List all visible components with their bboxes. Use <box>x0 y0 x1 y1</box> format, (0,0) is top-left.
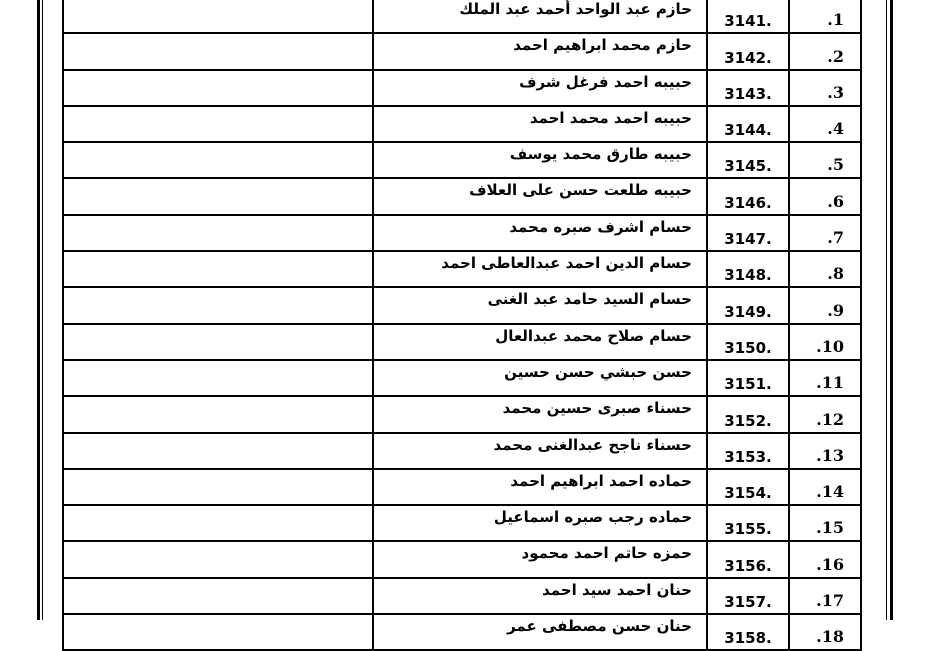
roster-body <box>63 0 861 650</box>
table-row <box>63 106 861 142</box>
row-index-cell: .4 <box>789 106 861 142</box>
table-row <box>63 614 861 650</box>
notes-cell <box>63 251 373 287</box>
student-name-cell: حنان حسن مصطفى عمر <box>373 614 707 650</box>
table-row <box>63 469 861 505</box>
seat-number-cell: 3144. <box>707 106 789 142</box>
notes-cell <box>63 541 373 577</box>
student-name-cell: حازم عبد الواحد أحمد عبد الملك <box>373 0 707 33</box>
row-index-cell: .2 <box>789 33 861 69</box>
row-index-cell: .9 <box>789 287 861 323</box>
seat-number-cell: 3151. <box>707 360 789 396</box>
student-name-cell: حبيبه احمد فرغل شرف <box>373 70 707 106</box>
table-row <box>63 287 861 323</box>
seat-number-cell: 3156. <box>707 541 789 577</box>
student-name-cell: حسام صلاح محمد عبدالعال <box>373 324 707 360</box>
seat-number-cell: 3145. <box>707 142 789 178</box>
row-index-cell: .16 <box>789 541 861 577</box>
row-index-cell: .17 <box>789 578 861 614</box>
notes-cell <box>63 33 373 69</box>
notes-cell <box>63 287 373 323</box>
student-name-cell: حسناء ناجح عبدالغنى محمد <box>373 433 707 469</box>
notes-cell <box>63 396 373 432</box>
seat-number-cell: 3157. <box>707 578 789 614</box>
notes-cell <box>63 360 373 396</box>
table-row <box>63 396 861 432</box>
table-row <box>63 360 861 396</box>
page-border-left-inner <box>42 0 43 620</box>
notes-cell <box>63 142 373 178</box>
notes-cell <box>63 0 373 33</box>
table-row <box>63 324 861 360</box>
student-name-cell: حبيبه طارق محمد يوسف <box>373 142 707 178</box>
student-name-cell: حماده رجب صبره اسماعيل <box>373 505 707 541</box>
table-row <box>63 0 861 33</box>
notes-cell <box>63 578 373 614</box>
seat-number-cell: 3150. <box>707 324 789 360</box>
student-name-cell: حسام اشرف صبره محمد <box>373 215 707 251</box>
student-name-cell: حماده احمد ابراهيم احمد <box>373 469 707 505</box>
row-index-cell: .5 <box>789 142 861 178</box>
table-row <box>63 505 861 541</box>
seat-number-cell: 3154. <box>707 469 789 505</box>
student-name-cell: حسناء صبرى حسين محمد <box>373 396 707 432</box>
notes-cell <box>63 324 373 360</box>
student-name-cell: حمزه حاتم احمد محمود <box>373 541 707 577</box>
notes-cell <box>63 178 373 214</box>
table-row <box>63 70 861 106</box>
table-row <box>63 142 861 178</box>
row-index-cell: .13 <box>789 433 861 469</box>
table-row <box>63 251 861 287</box>
row-index-cell: .7 <box>789 215 861 251</box>
row-index-cell: .1 <box>789 0 861 33</box>
notes-cell <box>63 106 373 142</box>
row-index-cell: .8 <box>789 251 861 287</box>
notes-cell <box>63 70 373 106</box>
student-name-cell: حسام السيد حامد عبد الغنى <box>373 287 707 323</box>
seat-number-cell: 3155. <box>707 505 789 541</box>
table-row <box>63 33 861 69</box>
page-border-right-inner <box>886 0 887 620</box>
student-name-cell: حبيبه طلعت حسن على العلاف <box>373 178 707 214</box>
student-name-cell: حنان احمد سيد احمد <box>373 578 707 614</box>
notes-cell <box>63 469 373 505</box>
student-name-cell: حبيبه احمد محمد احمد <box>373 106 707 142</box>
notes-cell <box>63 215 373 251</box>
seat-number-cell: 3146. <box>707 178 789 214</box>
seat-number-cell: 3149. <box>707 287 789 323</box>
table-row <box>63 541 861 577</box>
notes-cell <box>63 614 373 650</box>
seat-number-cell: 3148. <box>707 251 789 287</box>
row-index-cell: .15 <box>789 505 861 541</box>
row-index-cell: .3 <box>789 70 861 106</box>
page-border-right <box>890 0 893 620</box>
table-row <box>63 578 861 614</box>
seat-number-cell: 3152. <box>707 396 789 432</box>
student-roster-table <box>62 0 862 651</box>
seat-number-cell: 3147. <box>707 215 789 251</box>
row-index-cell: .18 <box>789 614 861 650</box>
seat-number-cell: 3158. <box>707 614 789 650</box>
seat-number-cell: 3142. <box>707 33 789 69</box>
table-row <box>63 433 861 469</box>
notes-cell <box>63 505 373 541</box>
row-index-cell: .12 <box>789 396 861 432</box>
seat-number-cell: 3143. <box>707 70 789 106</box>
row-index-cell: .6 <box>789 178 861 214</box>
row-index-cell: .11 <box>789 360 861 396</box>
notes-cell <box>63 433 373 469</box>
seat-number-cell: 3141. <box>707 0 789 33</box>
student-name-cell: حسن حبشي حسن حسين <box>373 360 707 396</box>
seat-number-cell: 3153. <box>707 433 789 469</box>
table-row <box>63 215 861 251</box>
student-name-cell: حازم محمد ابراهيم احمد <box>373 33 707 69</box>
student-name-cell: حسام الدين احمد عبدالعاطى احمد <box>373 251 707 287</box>
row-index-cell: .14 <box>789 469 861 505</box>
table-row <box>63 178 861 214</box>
page-border-left <box>37 0 40 620</box>
row-index-cell: .10 <box>789 324 861 360</box>
